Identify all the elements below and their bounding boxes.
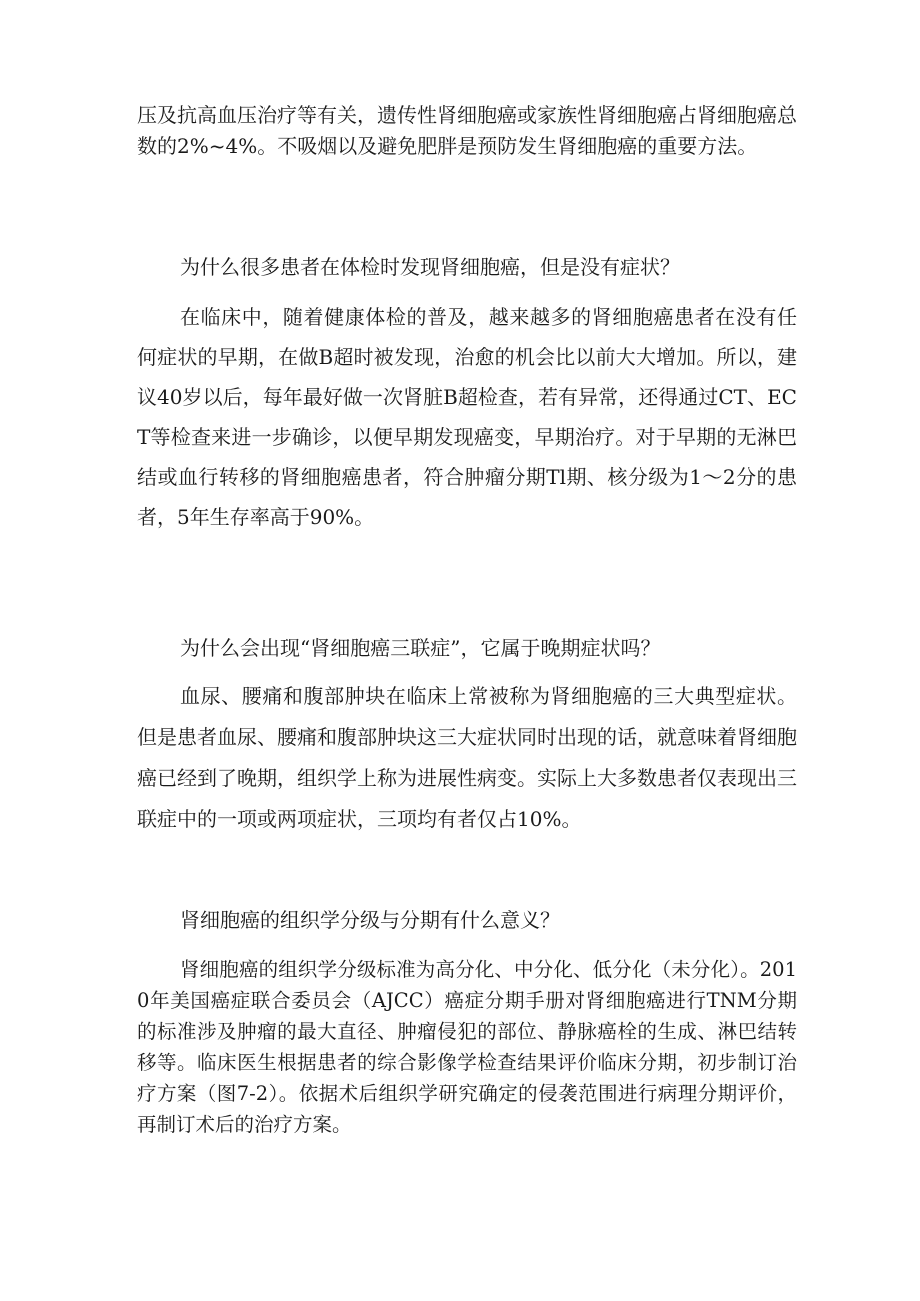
heading-checkup-detection: 为什么很多患者在体检时发现肾细胞癌，但是没有症状？ [180,255,680,279]
paragraph-grading-staging: 肾细胞癌的组织学分级标准为高分化、中分化、低分化（未分化）。2010年美国癌症联合委员会（AJCC）癌症分期手册对肾细胞癌进行TNM分期的标准涉及肿瘤的最大直径、肿瘤侵犯的部位、静脉癌栓的生成、淋巴结转移等。临床医生根据患者的综合影像学检查结果评价临床分期，初步制订治疗方案（图7-2）。依据术后组织学研究确定的侵袭范围进行病理分期评价，再制订术后的治疗方案。 [137,958,797,1136]
heading-grading-staging: 肾细胞癌的组织学分级与分期有什么意义？ [180,908,560,932]
paragraph-risk-factors: 压及抗高血压治疗等有关，遗传性肾细胞癌或家族性肾细胞癌占肾细胞癌总数的2%~4%。不吸烟以及避免肥胖是预防发生肾细胞癌的重要方法。 [137,103,797,158]
paragraph-checkup-detection: 在临床中，随着健康体检的普及，越来越多的肾细胞癌患者在没有任何症状的早期，在做B超时被发现，治愈的机会比以前大大增加。所以，建议40岁以后，每年最好做一次肾脏B超检查，若有异常，还得通过CT、ECT等检查来进一步确诊，以便早期发现癌变，早期治疗。对于早期的无淋巴结或血行转移的肾细胞癌患者，符合肿瘤分期Tl期、核分级为1～2分的患者，5年生存率高于90%。 [137,305,797,529]
heading-triad-symptoms: 为什么会出现“肾细胞癌三联症”，它属于晚期症状吗？ [180,636,661,660]
paragraph-triad-symptoms: 血尿、腰痛和腹部肿块在临床上常被称为肾细胞癌的三大典型症状。但是患者血尿、腰痛和腹部肿块这三大症状同时出现的话，就意味着肾细胞癌已经到了晚期，组织学上称为进展性病变。实际上大多数患者仅表现出三联症中的一项或两项症状，三项均有者仅占10%。 [137,684,797,831]
